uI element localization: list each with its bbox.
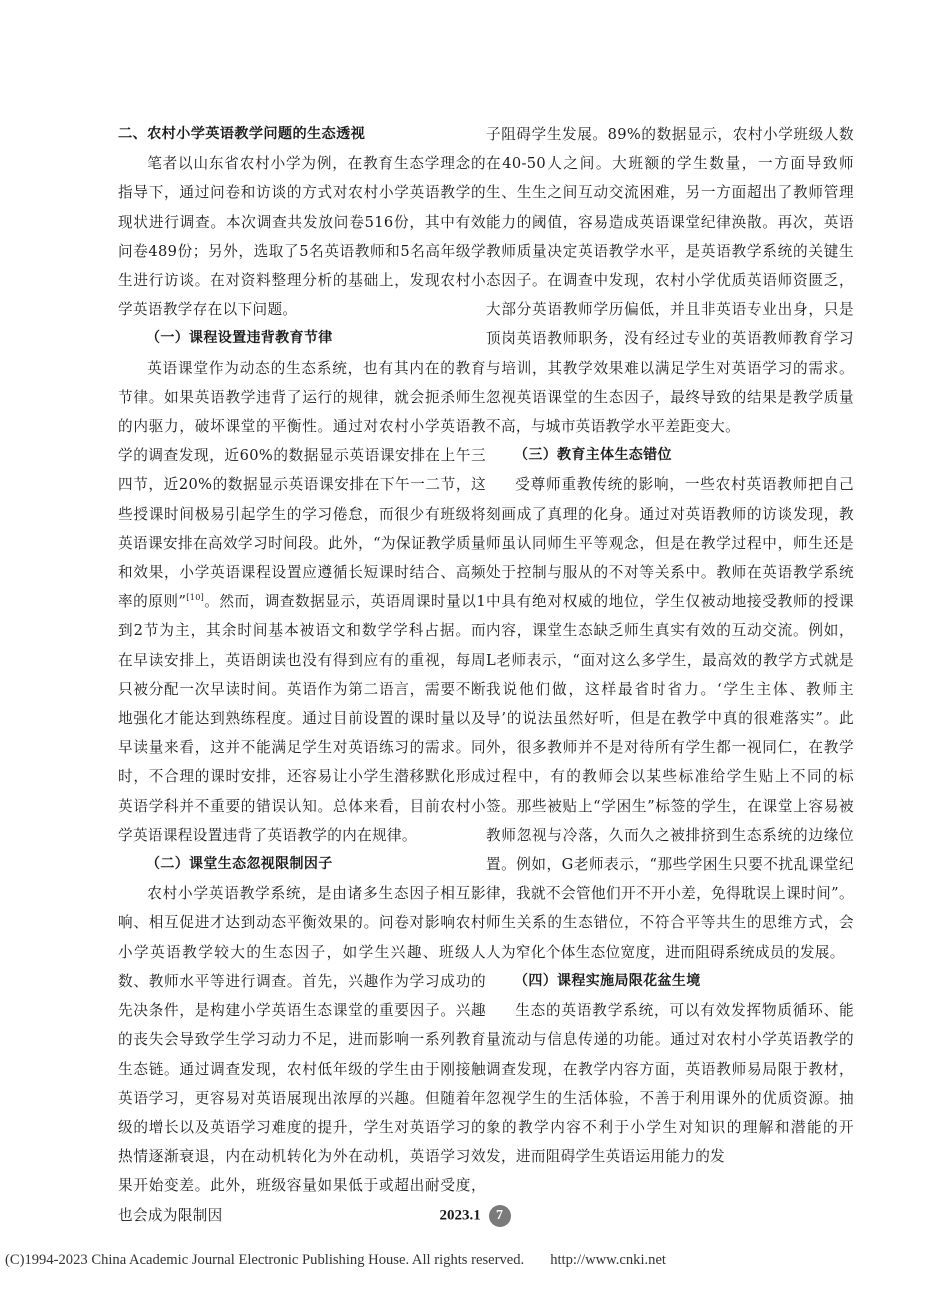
subsection-3-paragraph: 受尊师重教传统的影响，一些农村英语教师把自己刻画成了真理的化身。通过对英语教师的访谈发现，教师虽认同师生平等观念，但是在教学过程中，师生还是处于控制与服从的不对等关系中。教师在英语教学系统中具有绝对权威的地位，学生仅被动地接受教师的授课内容，课堂生态缺乏师生真实有效的互动交流。例如，L老师表示，“面对这么多学生，最高效的教学方式就是我说他们做，这样最省时省力。‘学生主体、教师主导’的说法虽然好听，但是在教学中真的很难落实”。此外，很多教师并不是对待所有学生都一视同仁，在教学过程中，有的教师会以某些标准给学生贴上不同的标签。那些被贴上“学困生”标签的学生，在课堂上容易被教师忽视与冷落，久而久之被排挤到生态系统的边缘位置。例如，G老师表示，“那些学困生只要不扰乱课堂纪律，我就不会管他们开不开小差，免得耽误上课时间”。师生关系的生态错位，不符合平等共生的思维方式，会人为窄化个体生态位宽度，进而阻碍系统成员的发展。: [486, 476, 854, 961]
copyright-line: [5, 1252, 945, 1269]
issue-label: 2023.1: [439, 1207, 481, 1224]
citation-ref: [10]: [186, 593, 205, 603]
section-heading: 二、农村小学英语教学问题的生态透视: [118, 126, 366, 142]
subsection-2-continued: 子阻碍学生发展。89%的数据显示，农村小学班级人数在40-50人之间。大班额的学生数量，一方面导致师生、生生之间互动交流困难，另一方面超出了教师管理能力的阈值，容易造成英语课堂纪律涣散。再次，英语教师质量决定英语教学水平，是英语教学系统的关键生态因子。在调查中发现，农村小学优质英语师资匮乏，大部分英语教师学历偏低，并且非英语专业出身，只是顶岗英语教师职务，没有经过专业的英语教师教育学习与培训，其教学效果难以满足学生对英语学习的需求。忽视英语课堂的生态因子，最终导致的结果是教学质量不高，与城市英语教学水平差距变大。: [486, 126, 854, 436]
subsection-heading-2: （二）课堂生态忽视限制因子: [146, 856, 333, 873]
subsection-1-text-b: 。然而，调查数据显示，英语周课时量以1到2节为主，其余时间基本被语文和数学学科占据。而在早读安排上，英语朗读也没有得到应有的重视，每周只被分配一次早读时间。英语作为第二语言，需要不断地强化才能达到熟练程度。通过目前设置的课时量以及早读量来看，这并不能满足学生对英语练习的需求。同时，不合理的课时安排，还容易让小学生潜移默化形成英语学科并不重要的错误认知。总体来看，目前农村小学英语课程设置违背了英语教学的内在规律。: [118, 593, 486, 844]
subsection-heading-1: （一）课程设置违背教育节律: [146, 330, 333, 347]
left-column: [118, 120, 486, 1230]
right-column: [486, 120, 854, 1171]
subsection-2-paragraph: 农村小学英语教学系统，是由诸多生态因子相互影响、相互促进才达到动态平衡效果的。问卷对影响农村小学英语教学较大的生态因子，如学生兴趣、班级人数、教师水平等进行调查。首先，兴趣作为学习成功的先决条件，是构建小学英语生态课堂的重要因子。兴趣的丧失会导致学生学习动力不足，进而影响一系列教育生态链。通过调查发现，农村低年级的学生由于刚接触英语学习，更容易对英语展现出浓厚的兴趣。但随着年级的增长以及英语学习难度的提升，学生对英语学习的热情逐渐衰退，内在动机转化为外在动机，英语学习效果开始变差。此外，班级容量如果低于或超出耐受度，也会成为限制因: [118, 885, 486, 1224]
page-number-badge: 7: [489, 1205, 511, 1227]
page-footer: [0, 1205, 950, 1227]
subsection-1-text-a: 英语课堂作为动态的生态系统，也有其内在的教育节律。如果英语教学违背了运行的规律，就会扼杀师生的内驱力，破坏课堂的平衡性。通过对农村小学英语教学的调查发现，近60%的数据显示英语课安排在上午三四节，近20%的数据显示英语课安排在下午一二节，这些授课时间极易引起学生的学习倦怠，而很少有班级将英语课安排在高效学习时间段。此外，“为保证教学质量和效果，小学英语课程设置应遵循长短课时结合、高频率的原则”: [118, 359, 486, 611]
intro-paragraph: 笔者以山东省农村小学为例，在教育生态学理念的指导下，通过问卷和访谈的方式对农村小学英语教学的现状进行调查。本次调查共发放问卷516份，其中有效问卷489份；另外，选取了5名英语教师和5名高年级学生进行访谈。在对资料整理分析的基础上，发现农村小学英语教学存在以下问题。: [118, 155, 486, 319]
subsection-1-paragraph: [118, 354, 486, 850]
subsection-heading-4: （四）课程实施局限花盆生境: [514, 972, 701, 989]
subsection-heading-3: （三）教育主体生态错位: [514, 447, 672, 464]
copyright-text: (C)1994-2023 China Academic Journal Electronic Publishing House. All rights reserved.: [5, 1252, 525, 1268]
website-link[interactable]: http://www.cnki.net: [550, 1252, 666, 1268]
subsection-4-paragraph: 生态的英语教学系统，可以有效发挥物质循环、能量流动与信息传递的功能。通过对农村小学英语教学的调查发现，在教学内容方面，英语教师易局限于教材，忽视学生的生活体验，不善于利用课外的优质资源。抽象的教学内容不利于小学生对知识的理解和潜能的开发，进而阻碍学生英语运用能力的发: [486, 1002, 854, 1166]
